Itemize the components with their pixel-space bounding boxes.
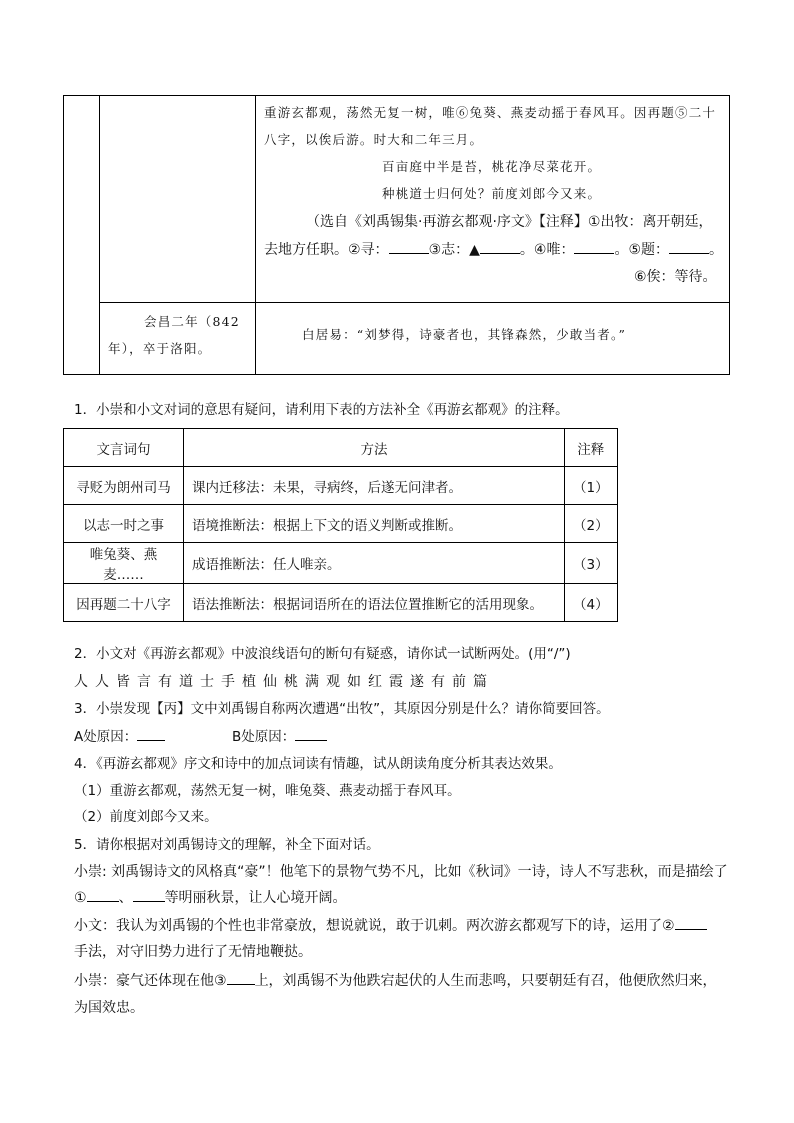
cell-method: 成语推断法：任人唯亲。 [184, 543, 565, 584]
table-row [64, 467, 618, 505]
blank-1b[interactable] [133, 889, 165, 902]
table-row [64, 584, 618, 622]
blank-2[interactable] [675, 917, 707, 930]
question-5: 5．请你根据对刘禹锡诗文的理解，补全下面对话。 [74, 837, 380, 853]
cell-phrase: 以志一时之事 [64, 505, 184, 543]
preface-line-1: 重游玄都观，荡然无复一树，唯⑥兔葵、燕麦动摇于春风耳。因再题⑤二十 [264, 105, 717, 120]
cell-method: 课内迁移法：未果，寻病终，后遂无问津者。 [184, 467, 565, 505]
note-end: 。 [709, 242, 724, 258]
note-wei-blank[interactable] [574, 241, 614, 254]
bai-juyi-quote: 白居易：“刘梦得，诗豪者也，其锋森然，少敢当者。” [302, 327, 627, 342]
separator: 、 [118, 890, 133, 906]
dialogue-1-tail: 等明丽秋景，让人心境开阔。 [164, 890, 347, 906]
note-xun-label: 去地方任职。②寻： [264, 242, 389, 258]
cell-phrase: 因再题二十八字 [64, 584, 184, 622]
header-note: 注释 [565, 429, 618, 467]
reason-a-label: A处原因： [74, 729, 138, 745]
death-line-2: 年），卒于洛阳。 [108, 341, 212, 356]
reason-a-blank[interactable] [137, 728, 165, 741]
punctuation-sentence[interactable]: 人人皆言有道士手植仙桃满观如红霞遂有前篇 [74, 674, 494, 690]
cell-note[interactable]: （3） [565, 543, 618, 584]
dialogue-2-line-1 [74, 916, 707, 936]
note-ti-blank[interactable] [669, 241, 709, 254]
note-line-2 [264, 240, 723, 260]
reason-b-label: B处原因： [232, 729, 296, 745]
cell-note[interactable]: （2） [565, 505, 618, 543]
note-line-1: （选自《刘禹锡集·再游玄都观·序文》【注释】①出牧：离开朝廷， [306, 214, 713, 230]
blank-3[interactable] [227, 972, 255, 985]
note-zhi-label: ③志：▲ [428, 242, 480, 258]
dialogue-3-line-2: 为国效忠。 [74, 1000, 144, 1016]
note-xun-blank[interactable] [389, 241, 429, 254]
blank-1-marker: ① [74, 890, 87, 906]
question-1: 1．小崇和小文对词的意思有疑问，请利用下表的方法补全《再游玄都观》的注释。 [74, 402, 569, 418]
top-table-col-a [63, 95, 100, 375]
question-3: 3．小崇发现【丙】文中刘禹锡自称两次遭遇“出牧”，其原因分别是什么？请你简要回答。 [74, 701, 610, 717]
preface-line-2: 八字，以俟后游。时大和二年三月。 [264, 132, 484, 147]
dialogue-2-text: 小文：我认为刘禹锡的个性也非常豪放，想说就说，敢于讥刺。两次游玄都观写下的诗，运用了② [74, 918, 675, 934]
dialogue-3-text-b: 上，刘禹锡不为他跌宕起伏的人生而悲鸣，只要朝廷有召，他便欣然归来， [254, 973, 717, 989]
cell-phrase: 唯兔葵、燕麦…… [64, 543, 184, 584]
cell-method: 语法推断法：根据词语所在的语法位置推断它的活用现象。 [184, 584, 565, 622]
top-table-row1-left [99, 95, 256, 303]
table-row [64, 543, 618, 584]
note-zhi-blank[interactable] [480, 241, 520, 254]
dialogue-2-line-2: 手法，对守旧势力进行了无情地鞭挞。 [74, 944, 312, 960]
death-line-1: 会昌二年（842 [144, 314, 240, 329]
note-ti-label: 。⑤题： [614, 242, 670, 258]
question-2: 2．小文对《再游玄都观》中波浪线语句的断句有疑惑，请你试一试断两处。(用“/”) [74, 646, 571, 662]
question-4-item-2: （2）前度刘郎今又来。 [74, 809, 218, 825]
cell-note[interactable]: （4） [565, 584, 618, 622]
reason-a [74, 727, 165, 747]
dialogue-3-line-1 [74, 971, 717, 991]
dialogue-1-line-2 [74, 888, 347, 908]
dialogue-1-line-1: 小崇: 刘禹锡诗文的风格真“豪”！他笔下的景物气势不凡，比如《秋词》一诗，诗人不写悲秋，而是描绘了 [74, 864, 728, 880]
question-4: 4．《再游玄都观》序文和诗中的加点词读有情趣，试从朗读角度分析其表达效果。 [74, 756, 562, 772]
cell-note[interactable]: （1） [565, 467, 618, 505]
note-wei-label: 。④唯： [519, 242, 575, 258]
reason-b [232, 727, 327, 747]
note-line-3: ⑥俟：等待。 [634, 269, 717, 285]
table-row [64, 505, 618, 543]
question-4-item-1: （1）重游玄都观，荡然无复一树，唯兔葵、燕麦动摇于春风耳。 [74, 783, 461, 799]
poem-line-1: 百亩庭中半是苔，桃花净尽菜花开。 [382, 159, 602, 174]
cell-method: 语境推断法：根据上下文的语义判断或推断。 [184, 505, 565, 543]
header-phrase: 文言词句 [64, 429, 184, 467]
method-table [63, 428, 618, 622]
blank-1a[interactable] [87, 889, 119, 902]
reason-b-blank[interactable] [295, 728, 327, 741]
dialogue-3-text-a: 小崇：豪气还体现在他③ [74, 973, 227, 989]
table-header-row [64, 429, 618, 467]
header-method: 方法 [184, 429, 565, 467]
poem-line-2: 种桃道士归何处？前度刘郎今又来。 [382, 186, 602, 201]
cell-phrase: 寻贬为朗州司马 [64, 467, 184, 505]
